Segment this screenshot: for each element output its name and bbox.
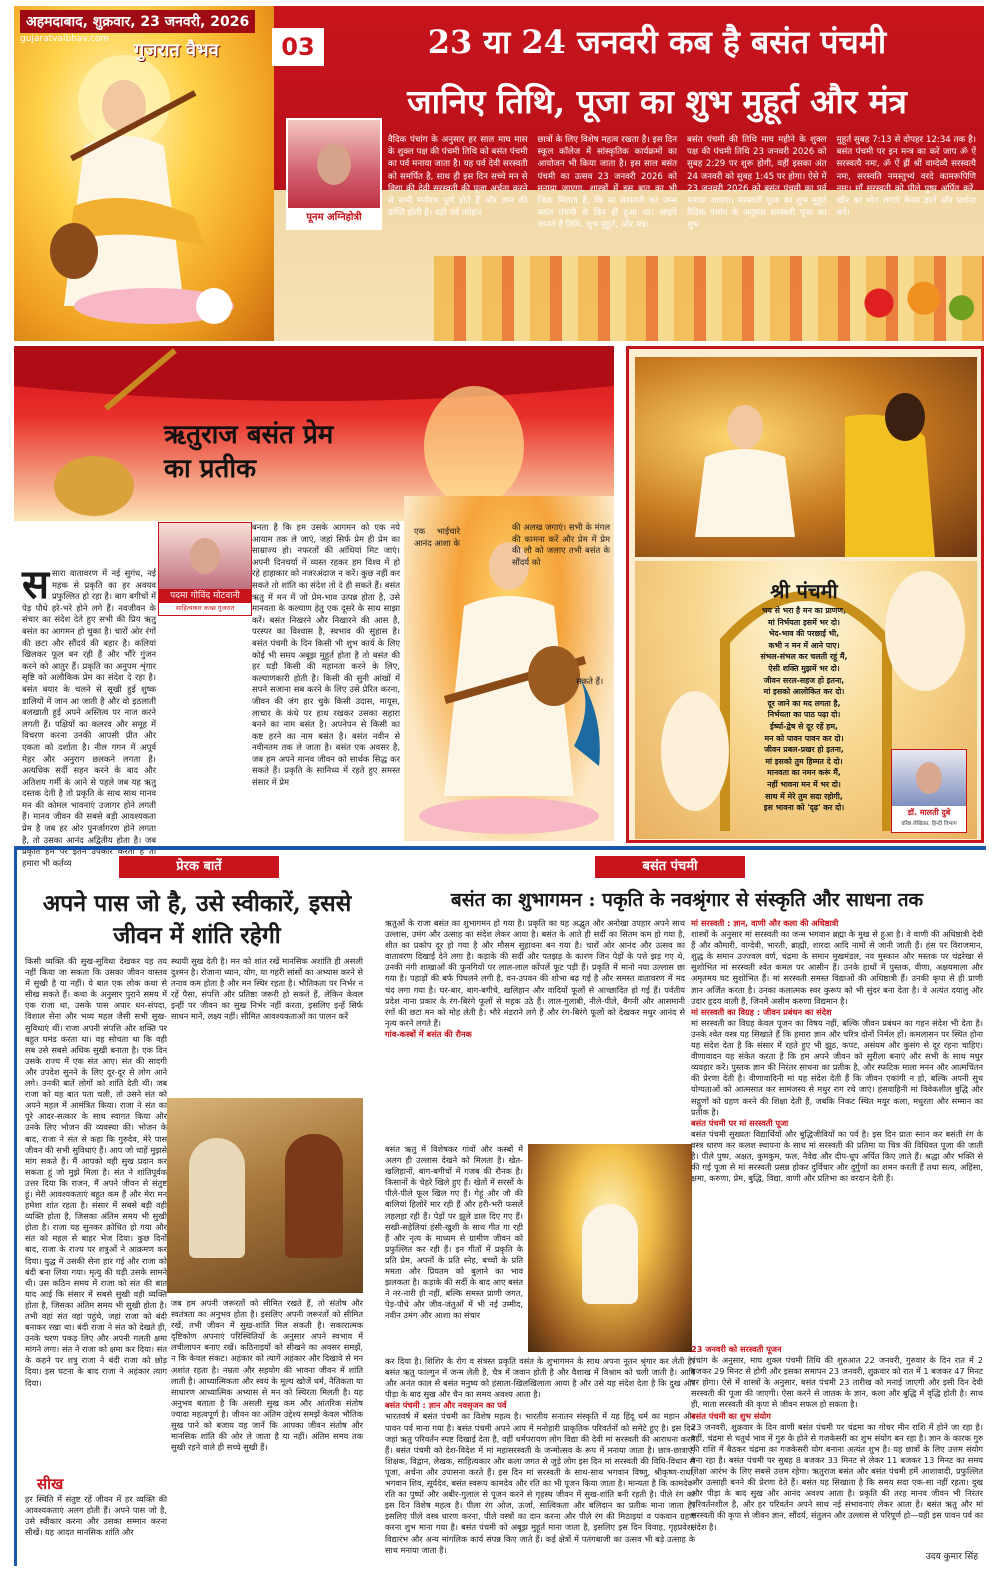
seekh-title: सीख xyxy=(37,1475,64,1493)
lead-col-4: मुहूर्त सुबह 7:13 से दोपहर 12:34 तक है। बसंत पंचमी पर इन मन्त्र का करें जाप ॐ ऐं सरस्वत्यै नमः, ॐ ऐं ह्रीं श्रीं वाग्देव्यै सरस्वत्यै नमः, सरस्वति नमस्तुभ्यं वरदे कामरूपिणि नमः। माँ सरस्वती को पीले पुष्प अर्पित करें, खीर का भोग लगाएं केसर डालें और प्रार्थना करें। xyxy=(836,135,976,219)
basant-col-1b: बसंत ऋतु में विशेषकर गांवों और कस्बों में अलग ही उल्लास देखने को मिलता है। खेत-खलिहानों, बाग-बगीचों में गजब की रौनक है। किसानों के चेहरे खिले हुए हैं। खेतों में सरसों के पीले-पीले फूल खिल गए हैं। गेहूं और जौ की बालियां हिलोरें मार रही हैं और हरी-भरी फसलें लहलहा रही हैं। पेड़ों पर झूले डाल दिए गए हैं। सखी-सहेलियां हंसी-खुशी के साथ गीत गा रही हैं और नृत्य के माध्यम से ग्रामीण जीवन को प्रफुल्लित कर रही हैं। इन गीतों में प्रकृति के प्रति प्रेम, अपनों के प्रति स्नेह, बच्चों के प्रति ममता और प्रियतम को बुलाने का भाव झलकता है। कड़ाके की सर्दी के बाद आए बसंत ने नर-नारी ही नहीं, बल्कि समस्त प्राणी जगत, पेड़-पौधे और जीव-जंतुओं में भी नई उम्मीद, नवीन उमंग और आशा का संचार xyxy=(385,1144,523,1321)
poem-line: मानवता का नमन करूं मैं, xyxy=(767,768,841,778)
prerak-headline: अपने पास जो है, उसे स्वीकारें, इससे जीवन में शांति रहेगी xyxy=(42,890,352,949)
shri-panchami-author-card xyxy=(891,749,967,833)
puja-thali-image xyxy=(834,246,984,341)
poem-line: संभल-संभल कर चलती रहूं मैं, xyxy=(760,652,848,662)
basant-section-tag: बसंत पंचमी xyxy=(595,856,745,878)
poem-line: कभी न मन में आने पाए। xyxy=(768,640,840,650)
rituraj-title: ऋतुराज बसंत प्रेम का प्रतीक xyxy=(164,420,334,484)
rituraj-col-3-left: एक भाईचारे आनंद आशा के xyxy=(414,526,460,548)
rituraj-author-card xyxy=(158,522,252,616)
poem-line: मन को पावन पावन कर दो। xyxy=(764,733,844,743)
lead-col-3: बसंत पंचमी की तिथि माघ महीने के शुक्ल पक्ष की पंचमी तिथि 23 जनवरी 2026 को सुबह 2:29 पर शुरू होगी, वहीं इसका अंत 24 जनवरी को सुबह 1:45 पर होगा। ऐसे में 23 जनवरी 2026 को बसंत पंचमी का पर्व मनाया जाएगा। सरस्वती पूजा का शुभ मुहूर्त वैदिक पंचांग के अनुसार सरस्वती पूजा का शुभ xyxy=(687,135,827,231)
basant-col-1c: कर दिया है। शिशिर के रोग व संत्रस्त प्रकृति वसंत के शुभागमन के साथ अपना नूतन श्रृंगार कर लेती है। बसंत ऋतु फाल्गुन में जन्म लेती है, चैत्र में जवान होती है और वैशाख में विश्राम को चली जाती है। आदि और अनंत काल से बसंत मनुष्य को हंसाता-खिलखिलाता आया है और उसे यह संदेश देता है कि दुख और पीड़ा के बाद सुख और चैन का समय अवश्य आता है। बसंत पंचमी : ज्ञान और नवसृजन का पर्व भारतवर्ष में बसंत पंचमी का विशेष महत्व है। भारतीय सनातन संस्कृति में यह हिंदू धर्म का महान और पावन पर्व माना गया है। बसंत पंचमी अपने आप में मनोहारी प्राकृतिक परिवर्तनों को समेटे हुए है। इस दिन जहां ऋतु परिवर्तन स्पष्ट दिखाई देता है, वहीं धर्मपरायण लोग विद्या की देवी मां सरस्वती की आराधना करते हैं। बसंत पंचमी को देश-विदेश में मां महासरस्वती के जन्मोत्सव के रूप में मनाया जाता है। छात्र-छात्राएं, शिक्षक, विद्वान, लेखक, साहित्यकार और कला जगत से जुड़े लोग इस दिन मां सरस्वती की विधि-विधान से पूजा, अर्चना और उपासना करते हैं। इस दिन मां सरस्वती के साथ-साथ भगवान विष्णु, श्रीकृष्ण-राधा, भगवान शिव, सूर्यदेव, बसंत स्वरूप कामदेव और रति का भी पूजन किया जाता है। मान्यता है कि कामदेव-रति का पुष्पों और अबीर-गुलाल से पूजन करने से गृहस्थ जीवन में सुख-शांति बनी रहती है। पीले रंग का इस दिन विशेष महत्व है। पीला रंग ओज, ऊर्जा, सात्विकता और बलिदान का प्रतीक माना जाता है। इसलिए पीले वस्त्र धारण करना, पीले वस्त्रों का दान करना और पीले रंग की मिठाइयां व पकवान ग्रहण करना शुभ माना गया है। बसंत पंचमी को अबूझ मुहूर्त माना जाता है, इसलिए इस दिन विवाह, गृहप्रवेश, विद्यारंभ और अन्य मांगलिक कार्य संपन्न किए जाते हैं। कई क्षेत्रों में पतंगबाजी का उत्सव भी बड़े उत्साह के साथ मनाया जाता है। xyxy=(385,1356,695,1555)
poem-line: दूर जाने का मद लगता है, xyxy=(767,698,841,708)
poem-line: मां इसको तुम हिम्मत दे दो। xyxy=(765,756,843,766)
rituraj-col-1: ससारा वातावरण में नई सुगंध, नई महक से प्रकृति का हर अवयव प्रफुल्लित हो रहा है। बाग बगीचों में पेड़ पौधे हरे-भरे होने लगे हैं। नवजीवन के संचार का संदेश देते हुए सभी की प्रिय ऋतु बसंत का आगमन हो चुका है। चारों ओर रंगों की छटा और सौंदर्य की बहार है। कलियां खिलकर फूल बन रही हैं और भौंरे गुंजन करने को आतुर हैं। प्रकृति का अनुपम शृंगार सृष्टि को अलौकिक प्रेम का संदेश दे रहा है। बसंत बयार के चलने से सूखी हुई शुष्क डालियों में जान आ जाती है और वो इठलाती बलखाती हुई अपने अस्तित्व पर नाज करने लगती हैं। पक्षियों का कलरव और समूह में विचरण करना उनकी आपसी प्रीत और एकता को दर्शाता है। नील गगन में अपूर्व मेहर और अनुराग छलकने लगता है। अत्यधिक सर्दी सहन करने के बाद और अतिशय गर्मी के आने से पहले जब यह ऋतु दस्तक देती है तो प्रकृति के साथ साथ मानव मन की कोमल भावनाएं उजागर होने लगती हैं। मानव जीवन की सबसे बड़ी आवश्यकता प्रेम है जब हर ओर पुनर्जागरण होने लगता है, तो उसका आनंद अद्वितीय होता है। जब प्रकृति हम पर इतने उपकार करती है तो हमारा भी कर्तव्य xyxy=(22,562,156,868)
website-link[interactable]: gujaratvaibhav.com xyxy=(20,34,110,44)
page-number: 03 xyxy=(272,28,324,66)
shri-panchami-poem xyxy=(739,605,869,814)
rituraj-author-desc: साहित्यकार कच्छ गुजरात xyxy=(175,604,235,612)
prerak-col-1: किसी व्यक्ति की सुख-सुविधा देखकर यह तय नहीं किया जा सकता कि उसका जीवन वास्तव में सुखी है या नहीं। ये बात एक लोक कथा से सीख सकते हैं। कथा के अनुसार पुराने समय में एक राजा था, उसके पास अपार धन-संपदा, विशाल सेना और भव्य महल जैसी सभी सुख-सुविधाएं थीं। राजा अपनी संपत्ति और शक्ति पर बहुत घमंड करता था। वह सोचता था कि वही सब उसे सबसे अधिक सुखी बनाता है। एक दिन उसके राज्य में एक संत आए। संत की सादगी और उपदेश सुनने के लिए दूर-दूर से लोग आने लगे। उनकी बातें लोगों को शांति देती थीं। जब राजा को यह बात पता चली, तो उसने संत को अपने महल में आमंत्रित किया। राजा ने संत का पूरे आदर-सत्कार के साथ स्वागत किया और उनके लिए भोजन की व्यवस्था की। भोजन के बाद, राजा ने संत से कहा कि गुरुदेव, मेरे पास जीवन की सभी सुविधाएं हैं। आप जो चाहें मुझसे मांग सकते हैं। मैं आपको वही सुख प्रदान कर सकता हूं जो मुझे मिला है। संत ने शांतिपूर्वक उत्तर दिया कि राजन, मैं अपने जीवन से संतुष्ट हूं। मेरी आवश्यकताएं बहुत कम हैं और मेरा मन हमेशा शांत रहता है। संसार में सबसे बड़ी वही व्यक्ति होता है, जिसका अंतिम समय भी सुखी होता है। राजा यह सुनकर क्रोधित हो गया और संत को महल से बाहर भेज दिया। कुछ दिनों बाद, राजा के राज्य पर शत्रुओं ने आक्रमण कर दिया। युद्ध में उसकी सेना हार गई और राजा को बंदी बना लिया गया। मृत्यु की घड़ी उसके सामने थी। उस कठिन समय में राजा को संत की बात याद आई कि संसार में सबसे सुखी वही व्यक्ति होता है, जिसका अंतिम समय भी सुखी होता है। तभी वहां संत वहां पहुंचे, जहां राजा को बंदी बनाकर रखा था। बंदी राजा ने संत को देखते ही, उनके चरण पकड़ लिए और अपनी गलती क्षमा मांगने लगा। संत ने राजा को क्षमा कर दिया। संत के कहने पर शत्रु राजा ने बंदी राजा को छोड़ दिया। इस घटना के बाद राजा ने अहंकार त्याग दिया। xyxy=(25,956,167,1388)
author-photo xyxy=(892,750,966,806)
basant-subhead: बसंत पंचमी : ज्ञान और नवसृजन का पर्व xyxy=(385,1400,507,1411)
lead-headline-line1: 23 या 24 जनवरी कब है बसंत पंचमी xyxy=(427,23,887,61)
basant-headline: बसंत का शुभागमन : पकृति के नवश्रृंगार से संस्कृति और साधना तक xyxy=(450,889,924,911)
prerak-section-tag: प्रेरक बातें xyxy=(119,856,279,878)
poem-line: जीवन सरल-सहज हो इतना, xyxy=(763,675,845,685)
rituraj-col-3-tail: सकते हैं। xyxy=(576,676,604,686)
shri-panchami-author-name: डॉ. मालती दुबे xyxy=(907,808,951,817)
dateline: अहमदाबाद, शुक्रवार, 23 जनवरी, 2026 xyxy=(20,10,255,33)
rituraj-author-name: पदमा गोविंद मोटवानी xyxy=(159,589,251,603)
rituraj-col-2: बनता है कि हम उसके आगमन को एक नये आयाम तक ले जाएं, जहां सिर्फ प्रेम ही प्रेम का साम्राज्य हो। नफरतों की आंधियां मिट जाएं। अपनी दिनचर्या में व्यस्त रहकर हम विश्व में हो रहे हाहाकार को नजरअंदाज न करें। कुछ नहीं कर सकते तो शांति का संदेश तो दे ही सकते हैं। बसंत ऋतु में मन में जो प्रेम-भाव उत्पन्न होता है, उसे मानवता के कल्याण हेतु एक दूसरे के साथ साझा करें। बसंत निखरने और निखारने की आस है, परस्पर का विश्वास है, स्वभाव की सुहास है। बसंत पंचमी के दिन किसी भी शुभ कार्य के लिए कोई भी समय अबूझ मुहूर्त होता है तो बसंत की हर घड़ी किसी की महानता करने के लिए, कल्याणकारी होती है। किसी की सुनी आंखों में सपने सजाना सब करने के लिए उसे प्रेरित करना, जीवन की जंग हार चुके किसी उदास, मायूस, लाचार के कंधे पर हाथ रखकर उसका सहारा बनने का नाम बसंत है। अपनेपन से किसी का कष्ट हरने का नाम बसंत है। बसंत नवीन से नवीनतम तक ले जाता है। बसंत एक अवसर है, जब हम अपने मानव जीवन को सार्थक सिद्ध कर सकते हैं। प्रकृति के सानिध्य में रहते हुए समस्त संसार में प्रेम xyxy=(252,522,400,788)
poem-line: साथ में मेरे तुम सदा रहोगी, xyxy=(765,791,843,801)
basant-byline: उदय कुमार सिंह xyxy=(925,1552,978,1562)
poem-line: नहीं भावना मन में भर दो। xyxy=(767,779,841,789)
prerak-col-2-top: स्थायी सुख देती है। मन को शांत रखें मानसिक अशांति ही असली दुश्मन है। रोजाना ध्यान, योग, या गहरी सांसों का अभ्यास करने से तनाव कम होता है और मन स्थिर रहता है। भौतिकता पर निर्भर न रहें पैसा, संपत्ति और प्रतिष्ठा जरूरी हो सकते हैं, लेकिन केवल इन्हीं पर जीवन का सुख निर्भर नहीं करता, इसलिए इन्हें सिर्फ साधन मानें, लक्ष्य नहीं। सीमित आवश्यकताओं का पालन करें xyxy=(171,956,363,1022)
rituraj-col-3-right: की अलख जगाएं। सभी के मंगल की कामना करें और प्रेम में प्रेम की लौ को जलाए तभी बसंत के सौंदर्य को xyxy=(512,522,610,567)
saraswati-puja-image xyxy=(635,357,977,557)
devotee-praying-icon xyxy=(635,357,977,557)
basant-subhead: बसंत पंचमी पर मां सरस्वती पूजा xyxy=(691,1117,789,1128)
basant-subhead: 23 जनवरी को सरस्वती पूजन xyxy=(691,1344,782,1354)
dropcap: स xyxy=(22,562,50,608)
seekh-text: हर स्थिति में संतुष्ट रहें जीवन में हर व्यक्ति की आवश्यकताएं अलग होती हैं। अपने पास जो है, उसे स्वीकार करना और उसका सम्मान करना सीखें। यह आदत मानसिक शांति और xyxy=(25,1494,167,1538)
saraswati-temple-image xyxy=(528,1144,692,1352)
poem-line: जीवन प्रबल-प्रखर हो इतना, xyxy=(764,745,844,755)
poem-line: भेद-भाव की परछाई भी, xyxy=(768,629,840,639)
poem-line: भय से भरा है मन का प्राणण, xyxy=(761,606,847,615)
shri-panchami-title: श्री पंचमी xyxy=(770,579,838,603)
basant-col-3: 23 जनवरी को सरस्वती पूजन पंचांग के अनुसार, माघ शुक्ल पंचमी तिथि की शुरुआत 22 जनवरी, गुरुवार के दिन रात में 2 बजकर 29 मिनट से होगी और इसका समापन 23 जनवरी, शुक्रवार को रात में 1 बजकर 47 मिनट पर होगा। ऐसे में शास्त्रों के अनुसार, बसंत पंचमी 23 तारीख को मनाई जाएगी और इसी दिन देवी सरस्वती की पूजा की जाएगी। ऐसा करने से जातक के ज्ञान, कला और बुद्धि में वृद्धि होती है। साथ ही, माता सरस्वती की कृपा से जीवन सफल हो सकता है। बसंत पंचमी का शुभ संयोग 23 जनवरी, शुक्रवार के दिन वाणी बसंत पंचमी पर चंद्रमा का गोचर मीन राशि में होने जा रहा है। वहीं, चंद्रमा से चतुर्थ भाव में गुरु के होने से गजकेसरी का शुभ संयोग बन रहा है। ज्ञान के कारक गुरु की राशि में बैठकर चंद्रमा का गजकेसरी योग बनाना अत्यंत शुभ है। यह छात्रों के लिए उत्तम संयोग बना रहा है। बसंत पंचमी पर सुबह 8 बजकर 33 मिनट से लेकर 11 बजकर 13 मिनट का समय शिक्षा आरंभ के लिए सबसे उत्तम रहेगा। ऋतुराज बसंत और बसंत पंचमी हमें आशावादी, प्रफुल्लित और उत्साही बनने की प्रेरणा देते हैं। बसंत यह सिखाता है कि समय सदा एक-सा नहीं रहता। दुख और पीड़ा के बाद सुख और आनंद अवश्य आता है। प्रकृति की तरह मानव जीवन भी निरंतर परिवर्तनशील है, और हर परिवर्तन अपने साथ नई संभावनाएं लेकर आता है। बसंत ऋतु और मां सरस्वती की कृपा से जीवन ज्ञान, सौंदर्य, संतुलन और उल्लास से परिपूर्ण हो—यही इस पावन पर्व का संदेश है। xyxy=(691,1344,983,1532)
bottom-section xyxy=(14,846,986,1566)
lead-banner xyxy=(14,6,984,341)
lead-headline-line2: जानिए तिथि, पूजा का शुभ मुहूर्त और मंत्र xyxy=(407,82,907,121)
newspaper-brand: गुजरात वैभव xyxy=(134,40,219,61)
lead-author-name: पूनम अग्निहोत्री xyxy=(306,212,362,223)
basant-col-1: ऋतुओं के राजा बसंत का शुभागमन हो गया है। प्रकृति का यह अद्भुत और अनोखा उपहार अपने साथ उल्लास, उमंग और उत्साह का संदेश लेकर आया है। बसंत के आते ही सर्दी का सितम कम हो गया है, शीत का प्रकोप दूर हो गया है और मौसम सुहावना बन गया है। चारों ओर आनंद और उत्सव का वातावरण दिखाई देने लगा है। कड़ाके की सर्दी और पतझड़ के कारण जिन पेड़ों के पत्ते झड़ गए थे, उनकी नंगी शाखाओं की फुनगियों पर लाल-लाल कोंपलें फूट पड़ी हैं। प्रकृति में मानो नया उल्लास छा गया है। पहाड़ों की बर्फ पिघलने लगी है, वन-उपवन की शोभा बढ़ गई है और समस्त वातावरण में मद चंद लगा गया है। घर-बार, बाग-बगीचे, खलिहान और वादियों फूलों से आच्छादित हो गई हैं। पर्वतीय प्रदेश नाना प्रकार के रंग-बिरंगे फूलों से महक उठे हैं। लाल-गुलाबी, नीले-पीले, बैंगनी और आसमानी रंगों की छटा मन को मोह लेती है। भौरे मंडराने लगे हैं और रंग-बिरंगे फूलों को देखकर मधुर आनंद से नृत्य करने लगते हैं। गांव-कस्बों में बसंत की रौनक xyxy=(385,918,685,1039)
prerak-col-2-bottom: जब हम अपनी जरूरतों को सीमित रखते हैं, तो संतोष और स्वतंत्रता का अनुभव होता है। इसलिए अपनी जरूरतों को सीमित रखें, तभी जीवन में सुख-शांति मिल सकती है। सकारात्मक दृष्टिकोण अपनाएं परिस्थितियों के अनुसार अपने स्वभाव में लचीलापन बनाए रखें। कठिनाइयों को सीखने का अवसर समझें, न कि केवल संकट। अहंकार को त्यागें अहंकार और दिखावे से मन अशांत रहता है। नम्रता और सहयोग की भावना जीवन में शांति लाती है। आध्यात्मिकता और स्वयं के मूल्य खोजें धर्म, नैतिकता या साधारण आध्यात्मिक अभ्यास से मन को स्थिरता मिलती है। यह अनुभव बताता है कि असली सुख कम और आंतरिक संतोष ज्यादा महत्वपूर्ण है। जीवन का अंतिम उद्देश्य समझें केवल भौतिक सुख पाने को बजाय यह जानें कि आपका जीवन संतोष और मानसिक शांति की ओर ले जाता है या नहीं। अंतिम समय तक सुखी रहने वाले ही सच्चे सुखी हैं। xyxy=(171,1298,363,1453)
lead-col-1: वैदिक पंचांग के अनुसार हर साल माघ मास के शुक्ल पक्ष की पंचमी तिथि को बसंत पंचमी का पर्व मनाया जाता है। यह पर्व देवी सरस्वती को समर्पित है, साथ ही इस दिन सच्चे मन से विद्या की देवी सरस्वती की पूजा अर्चना करने से सभी मनोरथ पूर्ण होते हैं और ज्ञान की प्राप्ति होती है। यही पर्व त्योहार xyxy=(388,135,528,219)
basant-subhead: गांव-कस्बों में बसंत की रौनक xyxy=(385,1028,472,1039)
shri-panchami-author-desc: वरिष्ठ लेखिका, हिन्दी विभाग xyxy=(901,821,957,827)
poem-line: मां इसको आलोकित कर दो। xyxy=(763,687,845,697)
basant-col-2: मां सरस्वती : ज्ञान, वाणी और कला की अधिष्ठात्री शास्त्रों के अनुसार मां सरस्वती का जन्म भगवान ब्रह्मा के मुख से हुआ है। वे वाणी की अधिष्ठात्री देवी हैं और कौमारी, वाग्देवी, भारती, ब्राह्मी, शारदा आदि नामों से जानी जाती हैं। हंस पर विराजमान, शुद्ध के समान उज्ज्वल वर्ण, चंद्रमा के समान मुखमंडल, नव मुस्कान और मस्तक पर चंद्ररेखा से सुशोभित मां सरस्वती श्वेत कमल पर आसीन हैं। उनके हाथों में पुस्तक, वीणा, अक्षयमाला और अमृतमय घट सुशोभित हैं। मां सरस्वती समस्त विद्याओं की अधिष्ठात्री हैं। उनकी कृपा से ही प्राणी ज्ञान अर्जित करता है। उनका कलात्मक स्वर कुरूप को भी सुंदर बना देता है। वे अत्यंत दयालु और उदार हृदय वाली हैं, जिनमें असीम करुणा विद्यमान है। मां सरस्वती का विग्रह : जीवन प्रबंधन का संदेश मां सरस्वती का विग्रह केवल पूजन का विषय नहीं, बल्कि जीवन प्रबंधन का गहन संदेश भी देता है। उनके श्वेत वस्त्र यह सिखाते हैं कि हमारा ज्ञान और चरित्र दोनों निर्मल हों। कमलासन पर स्थित होना यह संदेश देता है कि संसार में रहते हुए भी झूठ, कपट, असंयम और कुसंग से दूर रहना चाहिए। वीणावादन यह संकेत करता है कि हम अपने जीवन को सुरीला बनाएं और सभी के साथ मधुर व्यवहार करें। पुस्तक ज्ञान की निरंतर साधना का प्रतीक है, और स्फटिक माला मनन और आत्मचिंतन की प्रेरणा देती है। वीणावादिनी मां यह संदेश देती हैं कि जीवन एकांगी न हो, बल्कि अपनी सुध योग्यताओं को आत्मसात कर सामंजस्य से मधुर राग रचे जाएं। हंसवाहिनी मां विवेकशील बुद्धि और सद्गुणों को ग्रहण करने की शिक्षा देती हैं, जबकि निकट स्थित मयूर कला, मधुरता और सम्मान का प्रतीक है। बसंत पंचमी पर मां सरस्वती पूजा बसंत पंचमी सुख्यतः विद्यार्थियों और बुद्धिजीवियों का पर्व है। इस दिन प्रातः स्नान कर बसंती रंग के वस्त्र धारण कर कलश स्थापना के साथ मां सरस्वती की प्रतिमा या चित्र की विधिवत पूजा की जाती है। पीले पुष्प, अक्षत, कुमकुम, फल, नैवेद्य और दीप-धूप अर्पित किए जाते हैं। श्रद्धा और भक्ति से की गई पूजा से मां सरस्वती प्रसन्न होकर दुर्विचार और दुर्गुणों का शमन करती हैं तथा सत्य, अहिंसा, क्षमा, करुणा, प्रेम, बुद्धि, विद्या, वाणी और प्रतिभा का वरदान देती हैं। xyxy=(691,918,983,1184)
poem-line: ईर्ष्या-द्वेष से दूर रहें हम, xyxy=(770,721,838,731)
lead-col-2: छात्रों के लिए विशेष महत्व रखता है। इस दिन स्कूल कॉलेज में सांस्कृतिक कार्यक्रमों का आयोजन भी किया जाता है। इस साल बसंत पंचमी का उत्सव 23 जनवरी 2026 को मनाया जाएगा, शास्त्रों में इस बात का भी जिक्र मिलता है, कि मां सरस्वती का जन्म बसंत पंचमी के दिन ही हुआ था। आइये जानते हैं तिथि, शुभ मुहूर्त, और मंत्र। xyxy=(537,135,677,231)
lead-author-card xyxy=(286,118,382,230)
author-photo xyxy=(288,120,380,208)
poem-line: मां निर्भयता इसमें भर दो। xyxy=(768,617,840,627)
shri-panchami-box xyxy=(626,346,984,843)
poem-line: ऐसी शक्ति मुझमें भर दो। xyxy=(768,663,840,673)
lead-story-body xyxy=(388,134,976,254)
king-and-sage-image xyxy=(167,1098,363,1293)
basant-subhead: मां सरस्वती : ज्ञान, वाणी और कला की अधिष्ठात्री xyxy=(691,918,839,928)
basant-subhead: बसंत पंचमी का शुभ संयोग xyxy=(691,1410,771,1421)
basant-subhead: मां सरस्वती का विग्रह : जीवन प्रबंधन का संदेश xyxy=(691,1006,832,1017)
poem-line: निर्भयता का पाठ पढ़ा दो। xyxy=(767,710,841,720)
poem-line: इस भावना को 'दृढ़' कर दो। xyxy=(763,803,845,813)
author-photo xyxy=(159,523,251,589)
